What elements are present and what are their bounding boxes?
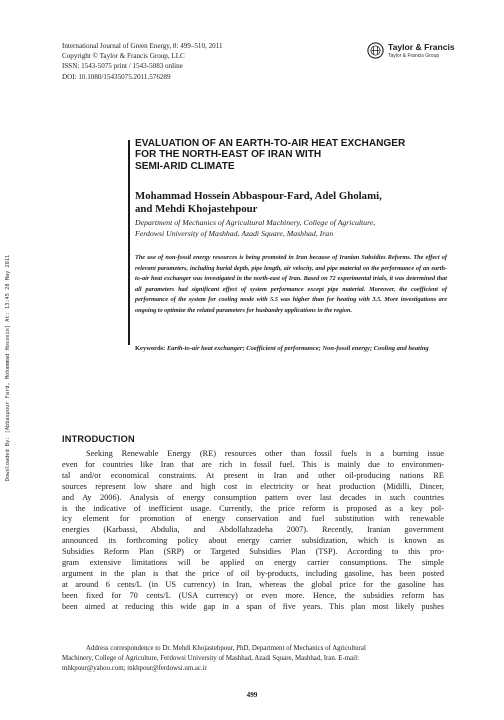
body-line: Subsidies Reform Plan (SRP) or Targeted Subsidies Plan (TSP). According to this pro- [62,547,444,557]
journal-citation: International Journal of Green Energy, 8: 499–510, 2011 [62,42,223,50]
author-line: Mohammad Hossein Abbaspour-Fard, Adel Gholami, [135,190,382,202]
body-line: gram extensive limitations will be applied on energy carrier consumptions. The simple [62,558,444,568]
correspondence-footnote [62,644,444,675]
affiliation-line: Ferdowsi University of Mashhad, Azadi Square, Mashhad, Iran [135,228,334,238]
body-line: is the indicative of inefficient usage. Currently, the price reform is proposed as a key pol- [62,503,444,513]
page-number: 499 [246,691,258,699]
author-list [135,190,455,216]
publisher-logo [367,41,463,63]
issn-line: ISSN: 1543-5075 print / 1543-5083 online [62,62,183,71]
body-line: icy element for promotion of energy conservation and fuel substitution with renewable [62,514,444,524]
taylor-francis-logo-icon [367,42,384,59]
body-line: sources represent low share and high cost in electricity or heat production (Midilli, Dincer, [62,481,444,491]
footnote-line: Machinery, College of Agriculture, Ferdowsi University of Mashhad, Azadi Square, Mashhad, Iran. E-mail: [62,655,359,663]
publisher-group: Taylor & Francis Group [388,53,440,59]
title-line: FOR THE NORTH-EAST OF IRAN WITH [135,149,322,161]
abstract: The use of non-fossil energy resources is being promoted in Iran because of Iranian Subsidies Reforms. The effect of relevant parameters, including burial depth, pipe length, air velocity, and pipe material on the performance of an earth-to-air heat exchanger was investigated in the north-east of Iran. Based on 72 experimental trials, it was determined that all parameters had significant effect of system performance except pipe material. Moreover, the coefficient of performance of the system for cooling mode with 5.5 was higher than for heating with 3.5. More investigations are ongoing to optimize the related parameters for husbandry applications in the region. [135,254,447,314]
download-stamp-text: Downloaded By: [Abbaspour Fard, Mohammad Hossein] At: 13:45 28 May 2011 [5,254,11,482]
body-line: argument in the plan is that the price of oil by-products, including gasoline, has been posted [62,568,444,578]
body-line: been aimed at reducing this wide gap in a span of five years. This plan most likely pushes [62,601,444,611]
keywords-label: Keywords: [135,345,166,352]
body-line: tal and/or economical constraints. At present in Iran and other oil-producing nations RE [62,470,444,480]
doi-line: DOI: 10.1080/15435075.2011.576289 [62,72,171,81]
download-stamp [2,168,14,568]
author-line: and Mehdi Khojastehpour [135,203,258,215]
copyright-line: Copyright © Taylor & Francis Group, LLC [62,52,185,61]
footnote-line: mhkpour@yahoo.com; mkhpour@ferdowsi.um.ac.ir [62,665,207,673]
body-line: even for countries like Iran that are rich in fossil fuel. This is mainly due to environmen- [62,459,444,469]
body-line: energies (Karbassi, Abdulia, and Abdollahzadeha 2007). Recently, Iranian government [62,525,444,535]
keywords [135,344,447,355]
affiliation [135,218,455,240]
footnote-line: Address correspondence to Dr. Mehdi Khojastehpour, PhD, Department of Mechanics of Agricultural [86,645,366,652]
title-line: SEMI-ARID CLIMATE [135,160,235,172]
section-heading: INTRODUCTION [62,434,135,444]
body-line: at around 6 cents/L (in US currency) in Iran, whereas the global price for the gasoline has [62,579,444,589]
article-title [135,138,455,172]
journal-info [62,41,362,82]
body-line: been fixed for 70 cents/L (USA currency) or even more. Hence, the subsidies reform has [62,590,444,600]
title-line: EVALUATION OF AN EARTH-TO-AIR HEAT EXCHANGER [135,138,406,149]
title-rule [128,140,130,345]
body-line: and Ay 2006). Analysis of energy consumption pattern over last decades in such countries [62,492,444,502]
publisher-name: Taylor & Francis [388,42,455,52]
keywords-text: Earth-to-air heat exchanger; Coefficient of performance; Non-fossil energy; Cooling and heating [166,345,429,352]
affiliation-line: Department of Mechanics of Agricultural Machinery, College of Agriculture, [135,218,376,227]
body-paragraph [62,449,444,613]
body-line: Seeking Renewable Energy (RE) resources other than fossil fuels is a burning issue [86,449,444,458]
body-line: announced its forthcoming policy about energy carrier subsidization, which is known as [62,536,444,546]
